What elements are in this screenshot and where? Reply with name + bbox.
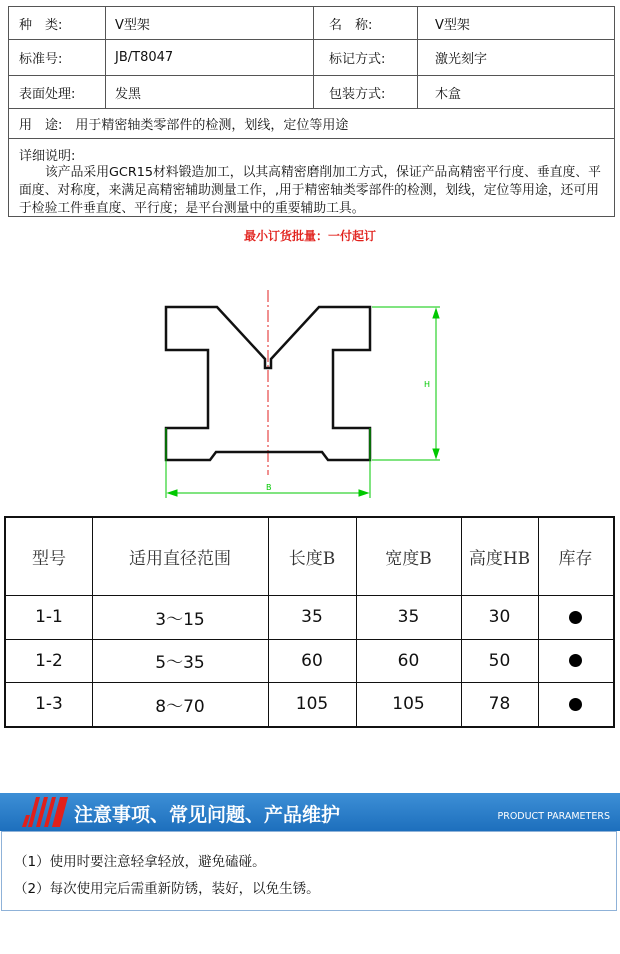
cell-model: 1-2 (35, 650, 63, 671)
width-label: B (266, 483, 272, 492)
stock-cell (538, 639, 613, 682)
cell-length: 60 (301, 650, 323, 671)
cell-range: 5～35 (155, 653, 205, 673)
spec-detail-row (9, 139, 614, 218)
spec-label: 包装方式: (329, 86, 386, 102)
cell-width: 35 (397, 607, 420, 627)
detail-text-block (19, 164, 608, 218)
cell-model: 1-1 (35, 607, 63, 627)
in-stock-dot-icon (569, 698, 582, 711)
cell-range: 3～15 (155, 609, 205, 630)
cell-width: 105 (392, 694, 425, 714)
spec-value: 木盒 (435, 86, 462, 102)
notice-banner (0, 793, 620, 831)
note-item: （2）每次使用完后需重新防锈，装好，以免生锈。 (14, 881, 320, 897)
spec-table (8, 6, 615, 217)
cell-height: 30 (488, 607, 511, 627)
v-block-drawing (0, 280, 620, 510)
header-stock: 库存 (558, 549, 593, 569)
stock-cell (538, 682, 613, 726)
banner-stripes-icon (22, 797, 68, 827)
spec-value: JB/T8047 (115, 50, 174, 65)
spec-value: 发黑 (115, 86, 142, 102)
spec-row (9, 40, 614, 76)
spec-value: V型架 (435, 17, 470, 33)
cell-range: 8～70 (155, 696, 205, 717)
stock-cell (538, 595, 613, 639)
spec-label: 名 称: (329, 17, 373, 33)
spec-label: 标记方式: (329, 52, 386, 67)
header-model: 型号 (32, 549, 66, 569)
note-item: （1）使用时要注意轻拿轻放，避免磕碰。 (14, 854, 266, 870)
spec-value: V型架 (115, 17, 150, 33)
min-order-notice: 最小订货批量：一付起订 (243, 229, 376, 243)
banner-title: 注意事项、常见问题、产品维护 (74, 804, 341, 826)
cell-height: 78 (488, 694, 511, 714)
spec-value: 激光刻字 (435, 52, 488, 67)
header-length: 长度B (288, 549, 336, 569)
in-stock-dot-icon (569, 654, 582, 667)
cell-height: 50 (488, 650, 511, 671)
detail-text: 该产品采用GCR15材料锻造加工，以其高精密磨削加工方式，保证产品高精密平行度、垂直度、平面度、对称度，来满足高精密辅助测量工作，,用于精密轴类零部件的检测，划线，定位等用途，还可用于检验工件垂直度、平行度；是平台测量中的重要辅助工具。 (19, 165, 601, 216)
cell-length: 35 (301, 607, 323, 627)
in-stock-dot-icon (569, 611, 582, 624)
header-height: 高度HB (468, 549, 531, 569)
cell-model: 1-3 (35, 694, 63, 714)
usage-text: 用 途: 用于精密轴类零部件的检测，划线，定位等用途 (19, 118, 349, 133)
notes-box (1, 831, 617, 911)
spec-label: 表面处理: (19, 86, 76, 102)
height-label: H (424, 380, 431, 389)
spec-label: 种 类: (19, 17, 63, 33)
cell-width: 60 (397, 650, 420, 671)
spec-label: 标准号: (19, 52, 63, 67)
spec-row (9, 7, 614, 40)
cell-length: 105 (295, 694, 329, 714)
model-table (4, 516, 615, 728)
spec-usage-row (9, 109, 614, 139)
header-width: 宽度B (385, 549, 432, 569)
header-range: 适用直径范围 (129, 549, 231, 569)
spec-row (9, 76, 614, 109)
banner-subtitle: PRODUCT PARAMETERS (497, 811, 610, 822)
detail-title: 详细说明: (19, 149, 76, 164)
